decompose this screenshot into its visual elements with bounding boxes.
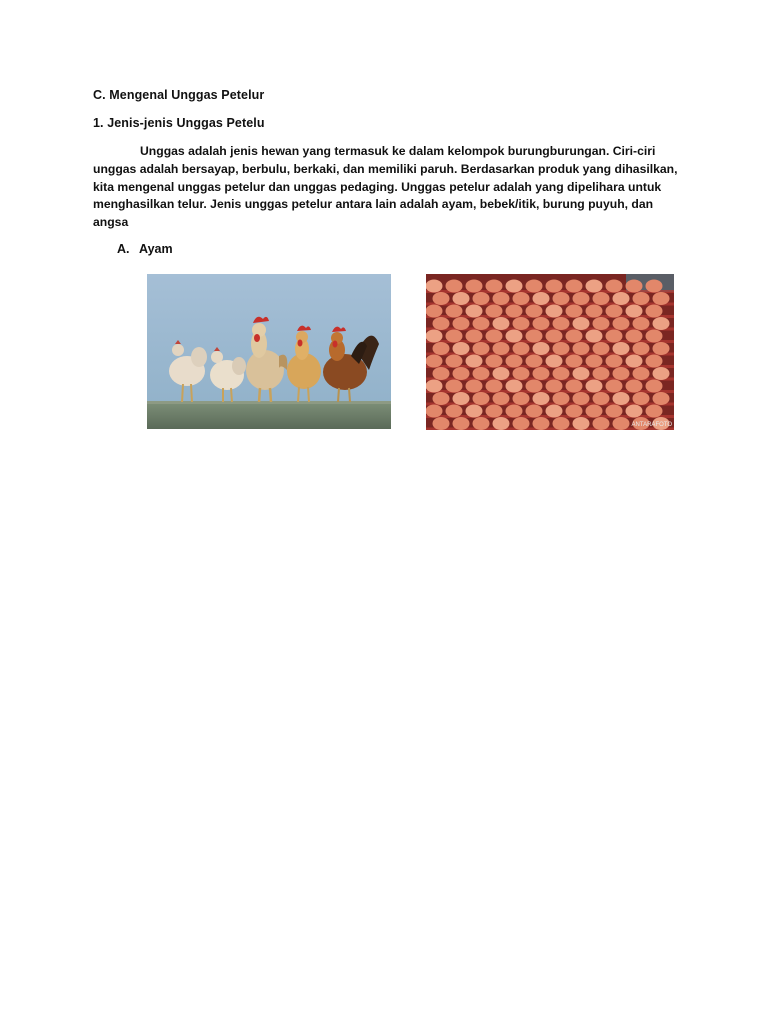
paragraph-text: Unggas adalah jenis hewan yang termasuk ke dalam kelompok burungburungan. Ciri-ciri unggas adalah bersayap, berbulu, berkaki, dan memiliki paruh. Berdasarkan produk yang dihasilkan, kita mengenal unggas petelur dan unggas pedaging. Unggas petelur adalah yang dipelihara untuk menghasilkan telur. Jenis unggas petelur antara lain adalah ayam, bebek/itik, burung puyuh, dan angsa — [93, 144, 678, 230]
egg-shape — [426, 405, 443, 418]
egg-shape — [553, 367, 570, 380]
egg-shape — [533, 392, 550, 405]
section-subtitle: 1. Jenis-jenis Unggas Petelu — [93, 116, 265, 130]
egg-shape — [466, 405, 483, 418]
egg-shape — [606, 280, 623, 293]
egg-shape — [586, 405, 603, 418]
egg-shape — [586, 330, 603, 343]
egg-shape — [453, 342, 470, 355]
egg-shape — [473, 317, 490, 330]
egg-shape — [613, 342, 630, 355]
egg-shape — [653, 342, 670, 355]
egg-shape — [486, 405, 503, 418]
egg-shape — [626, 305, 643, 318]
egg-shape — [473, 392, 490, 405]
egg-shape — [613, 292, 630, 305]
egg-shape — [466, 355, 483, 368]
egg-shape — [573, 292, 590, 305]
egg-shape — [426, 355, 443, 368]
egg-shape — [513, 392, 530, 405]
egg-shape — [586, 305, 603, 318]
egg-shape — [493, 367, 510, 380]
egg-shape — [506, 305, 523, 318]
egg-shape — [593, 317, 610, 330]
egg-shape — [453, 292, 470, 305]
egg-shape — [606, 405, 623, 418]
egg-shape — [566, 380, 583, 393]
list-label: Ayam — [139, 242, 173, 256]
egg-shape — [526, 305, 543, 318]
egg-shape — [453, 417, 470, 430]
egg-shape — [653, 292, 670, 305]
egg-shape — [553, 317, 570, 330]
section-title: C. Mengenal Unggas Petelur — [93, 88, 265, 102]
egg-shape — [613, 392, 630, 405]
egg-shape — [546, 280, 563, 293]
egg-shape — [506, 380, 523, 393]
egg-shape — [566, 330, 583, 343]
egg-shape — [473, 367, 490, 380]
egg-shape — [626, 405, 643, 418]
egg-shape — [526, 355, 543, 368]
egg-shape — [453, 367, 470, 380]
egg-shape — [466, 305, 483, 318]
egg-shape — [566, 305, 583, 318]
egg-shape — [533, 292, 550, 305]
egg-shape — [646, 405, 663, 418]
egg-shape — [493, 417, 510, 430]
egg-shape — [626, 380, 643, 393]
egg-shape — [606, 305, 623, 318]
list-marker: A. — [117, 242, 130, 256]
egg-shape — [433, 392, 450, 405]
egg-shape — [486, 330, 503, 343]
egg-shape — [473, 292, 490, 305]
egg-shape — [573, 317, 590, 330]
egg-shape — [453, 317, 470, 330]
egg-shape — [506, 330, 523, 343]
egg-shape — [546, 405, 563, 418]
egg-shape — [486, 280, 503, 293]
egg-shape — [613, 367, 630, 380]
egg-shape — [646, 355, 663, 368]
egg-shape — [586, 380, 603, 393]
egg-shape — [533, 367, 550, 380]
egg-shape — [573, 367, 590, 380]
egg-shape — [593, 292, 610, 305]
egg-shape — [593, 367, 610, 380]
egg-shape — [533, 417, 550, 430]
egg-shape — [513, 317, 530, 330]
egg-shape — [466, 280, 483, 293]
egg-shape — [566, 280, 583, 293]
body-paragraph — [93, 143, 678, 232]
egg-shape — [493, 317, 510, 330]
egg-shape — [593, 392, 610, 405]
egg-shape — [506, 280, 523, 293]
egg-shape — [486, 380, 503, 393]
egg-shape — [646, 280, 663, 293]
egg-shape — [526, 280, 543, 293]
egg-shape — [646, 305, 663, 318]
egg-shape — [533, 317, 550, 330]
egg-shape — [513, 367, 530, 380]
egg-shape — [546, 305, 563, 318]
egg-shape — [626, 355, 643, 368]
egg-shape — [546, 330, 563, 343]
egg-shape — [446, 305, 463, 318]
egg-shape — [473, 417, 490, 430]
egg-shape — [473, 342, 490, 355]
egg-shape — [446, 330, 463, 343]
egg-shape — [653, 367, 670, 380]
egg-shape — [446, 280, 463, 293]
egg-shape — [593, 417, 610, 430]
egg-shape — [553, 392, 570, 405]
egg-shape — [613, 317, 630, 330]
egg-shape — [586, 355, 603, 368]
egg-shape — [466, 330, 483, 343]
egg-shape — [653, 317, 670, 330]
egg-shape — [506, 355, 523, 368]
egg-shape — [586, 280, 603, 293]
egg-shape — [546, 380, 563, 393]
egg-shape — [493, 392, 510, 405]
egg-shape — [426, 280, 443, 293]
egg-shape — [486, 305, 503, 318]
egg-shape — [513, 342, 530, 355]
egg-shape — [446, 405, 463, 418]
egg-shape — [426, 330, 443, 343]
egg-shape — [633, 317, 650, 330]
egg-shape — [653, 392, 670, 405]
egg-shape — [606, 380, 623, 393]
egg-shape — [433, 367, 450, 380]
egg-shape — [526, 380, 543, 393]
egg-shape — [546, 355, 563, 368]
egg-shape — [493, 342, 510, 355]
egg-shape — [533, 342, 550, 355]
egg-shape — [573, 392, 590, 405]
photo-watermark: ANTARAFOTO — [631, 422, 672, 428]
egg-shape — [526, 405, 543, 418]
egg-shape — [433, 317, 450, 330]
egg-shape — [646, 380, 663, 393]
egg-shape — [493, 292, 510, 305]
egg-shape — [626, 280, 643, 293]
egg-trays-photo-icon — [426, 274, 674, 430]
egg-shape — [633, 367, 650, 380]
list-item — [117, 242, 173, 256]
egg-shape — [553, 292, 570, 305]
egg-shape — [446, 355, 463, 368]
egg-shape — [646, 330, 663, 343]
egg-shape — [466, 380, 483, 393]
egg-shape — [506, 405, 523, 418]
egg-shape — [633, 292, 650, 305]
egg-shape — [566, 405, 583, 418]
egg-shape — [606, 355, 623, 368]
egg-shape — [553, 342, 570, 355]
egg-shape — [446, 380, 463, 393]
egg-shape — [573, 342, 590, 355]
egg-shape — [593, 342, 610, 355]
egg-shape — [453, 392, 470, 405]
egg-shape — [513, 417, 530, 430]
egg-shape — [633, 342, 650, 355]
egg-shape — [573, 417, 590, 430]
egg-shape — [513, 292, 530, 305]
egg-shape — [426, 305, 443, 318]
egg-shape — [606, 330, 623, 343]
egg-shape — [486, 355, 503, 368]
egg-shape — [566, 355, 583, 368]
egg-shape — [433, 342, 450, 355]
egg-shape — [613, 417, 630, 430]
egg-shape — [626, 330, 643, 343]
egg-shape — [553, 417, 570, 430]
egg-shape — [526, 330, 543, 343]
egg-shape — [433, 292, 450, 305]
chicken-photo-icon — [147, 274, 391, 429]
egg-shape — [433, 417, 450, 430]
egg-shape — [426, 380, 443, 393]
egg-shape — [633, 392, 650, 405]
